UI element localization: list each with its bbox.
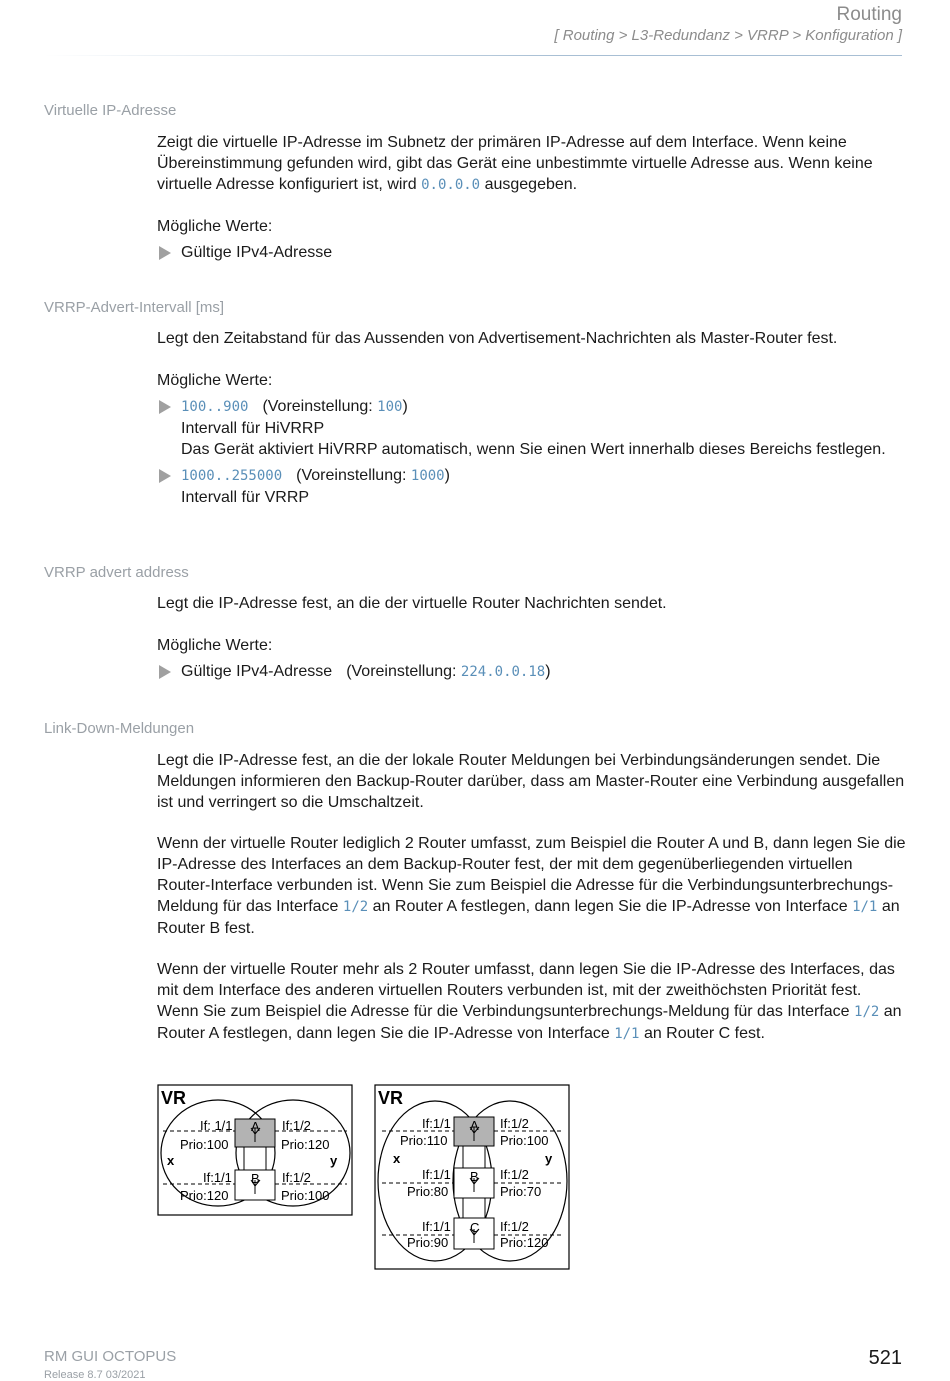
section-heading-advert-address: VRRP advert address xyxy=(44,564,189,581)
priority-label: Prio:100 xyxy=(281,1188,330,1203)
paragraph xyxy=(157,132,907,196)
router-a-label: A xyxy=(251,1119,260,1134)
list-item xyxy=(157,242,907,263)
code-value: 1/2 xyxy=(854,1004,880,1020)
bullet-triangle-icon xyxy=(159,246,171,260)
paragraph: Legt die IP-Adresse fest, an die der virtuelle Router Nachrichten sendet. xyxy=(157,595,667,612)
section-body-advert-interval xyxy=(157,328,907,508)
text: ) xyxy=(545,663,551,680)
priority-label: Prio:90 xyxy=(407,1235,449,1250)
interface-label: If:1/1 xyxy=(422,1116,451,1131)
vrrp-diagram-three-routers xyxy=(374,1084,571,1271)
network-x-label: x xyxy=(393,1151,401,1166)
bullet-triangle-icon xyxy=(159,469,171,483)
priority-label: Prio:100 xyxy=(180,1137,229,1152)
code-value: 1000..255000 xyxy=(181,468,283,484)
paragraph xyxy=(157,833,907,939)
values-label: Mögliche Werte: xyxy=(157,372,273,389)
paragraph xyxy=(157,959,907,1045)
list-item xyxy=(157,661,907,683)
interface-label: If:1/1 xyxy=(422,1167,451,1182)
text: ) xyxy=(444,467,450,484)
priority-label: Prio:80 xyxy=(407,1184,449,1199)
interface-label: If:1/2 xyxy=(500,1219,529,1234)
code-value: 100..900 xyxy=(181,399,249,415)
interface-label: If:1/2 xyxy=(282,1170,311,1185)
router-b-label: B xyxy=(470,1169,479,1184)
vr-label: VR xyxy=(161,1088,187,1108)
network-x-label: x xyxy=(167,1153,175,1168)
router-b-label: B xyxy=(251,1171,260,1186)
footer-product: RM GUI OCTOPUS xyxy=(44,1348,177,1365)
code-value: 1/1 xyxy=(614,1026,640,1042)
interface-label: If:1/2 xyxy=(500,1167,529,1182)
code-value: 0.0.0.0 xyxy=(421,177,481,193)
list-item-line xyxy=(181,396,907,418)
page-number: 521 xyxy=(868,1347,902,1369)
priority-label: Prio:110 xyxy=(400,1133,448,1148)
vrrp-diagram-two-routers xyxy=(157,1084,354,1217)
text: an Router A festlegen, dann legen Sie die IP-Adresse von Interface xyxy=(372,898,848,915)
interface-label: If:1/1 xyxy=(422,1219,451,1234)
value-text: Gültige IPv4-Adresse xyxy=(181,244,333,261)
priority-label: Prio:120 xyxy=(180,1188,229,1203)
network-y-label: y xyxy=(330,1153,338,1168)
code-value: 100 xyxy=(377,399,403,415)
code-value: 1/1 xyxy=(852,899,878,915)
text: an Router A festlegen, dann legen Sie die IP-Adresse von Interface xyxy=(157,1003,902,1042)
text: an Router C fest. xyxy=(643,1025,765,1042)
priority-label: Prio:100 xyxy=(500,1133,549,1148)
text: Zeigt die virtuelle IP-Adresse im Subnetz der primären IP-Adresse auf dem Interface. Wenn keine Übereinstimmung gefunden wird, gibt das Gerät eine unbestimmte virtuelle Adresse aus. Wenn keine virtuelle Adresse konfiguriert ist, wird xyxy=(157,134,873,193)
network-y-label: y xyxy=(545,1151,553,1166)
list-item xyxy=(157,396,907,460)
section-heading-advert-interval: VRRP-Advert-Intervall [ms] xyxy=(44,299,225,316)
list-item xyxy=(157,465,907,508)
priority-label: Prio:120 xyxy=(281,1137,330,1152)
values-label: Mögliche Werte: xyxy=(157,218,273,235)
header-divider xyxy=(44,55,902,56)
text: (Voreinstellung: xyxy=(262,398,378,415)
code-value: 224.0.0.18 xyxy=(460,664,546,680)
text: ausgegeben. xyxy=(484,176,578,193)
interface-label: If: 1/1 xyxy=(200,1118,233,1133)
code-value: 1/2 xyxy=(342,899,369,915)
text: an Router B fest. xyxy=(157,898,900,937)
list-item-line xyxy=(181,465,907,487)
section-heading-link-down: Link-Down-Meldungen xyxy=(44,720,195,737)
breadcrumb: [ Routing > L3-Redundanz > VRRP > Konfiguration ] xyxy=(554,27,902,44)
bullet-triangle-icon xyxy=(159,665,171,679)
page-header-title: Routing xyxy=(836,4,902,25)
code-value: 1000 xyxy=(410,468,445,484)
list-item-line: Das Gerät aktiviert HiVRRP automatisch, wenn Sie einen Wert innerhalb dieses Bereichs festlegen. xyxy=(181,441,886,458)
priority-label: Prio:70 xyxy=(500,1184,542,1199)
paragraph: Legt den Zeitabstand für das Aussenden von Advertisement-Nachrichten als Master-Router fest. xyxy=(157,330,838,347)
section-body-advert-address xyxy=(157,593,907,683)
bullet-triangle-icon xyxy=(159,400,171,414)
list-item-line: Intervall für VRRP xyxy=(181,489,310,506)
interface-label: If:1/2 xyxy=(500,1116,529,1131)
text: (Voreinstellung: xyxy=(296,467,411,484)
section-body-virtual-ip xyxy=(157,132,907,263)
text: (Voreinstellung: xyxy=(346,663,461,680)
priority-label: Prio:120 xyxy=(500,1235,549,1250)
router-a-label: A xyxy=(470,1118,479,1133)
footer-release: Release 8.7 03/2021 xyxy=(44,1369,146,1381)
text: ) xyxy=(402,398,408,415)
list-item-line: Intervall für HiVRRP xyxy=(181,420,325,437)
section-heading-virtual-ip: Virtuelle IP-Adresse xyxy=(44,102,177,119)
values-label: Mögliche Werte: xyxy=(157,637,273,654)
text: Wenn der virtuelle Router mehr als 2 Router umfasst, dann legen Sie die IP-Adresse des Interfaces, das mit dem Interface des anderen virtuellen Routers verbunden ist, mit der zweithöchsten Priorität fest. Wenn Sie zum Beispiel die Adresse für die Verbindungsunterbrechungs-Meldung für das Interface xyxy=(157,961,895,1020)
text: Wenn der virtuelle Router lediglich 2 Router umfasst, zum Beispiel die Router A und B, dann legen Sie die IP-Adresse des Interfaces an dem Backup-Router fest, der mit dem gegenüberliegenden virtuellen Router-Interface verbunden ist. Wenn Sie zum Beispiel die Adresse für die Verbindungsunterbrechungs-Meldung für das Interface xyxy=(157,835,906,915)
vr-label: VR xyxy=(378,1088,404,1108)
paragraph: Legt die IP-Adresse fest, an die der lokale Router Meldungen bei Verbindungsänderungen sendet. Die Meldungen informieren den Backup-Router darüber, dass am Master-Router eine Verbindung ausgefallen ist und verringert so die Umschaltzeit. xyxy=(157,752,905,811)
interface-label: If:1/1 xyxy=(203,1170,232,1185)
section-body-link-down xyxy=(157,750,907,1045)
value-text: Gültige IPv4-Adresse xyxy=(181,663,333,680)
interface-label: If:1/2 xyxy=(282,1118,311,1133)
router-c-label: C xyxy=(470,1220,480,1235)
